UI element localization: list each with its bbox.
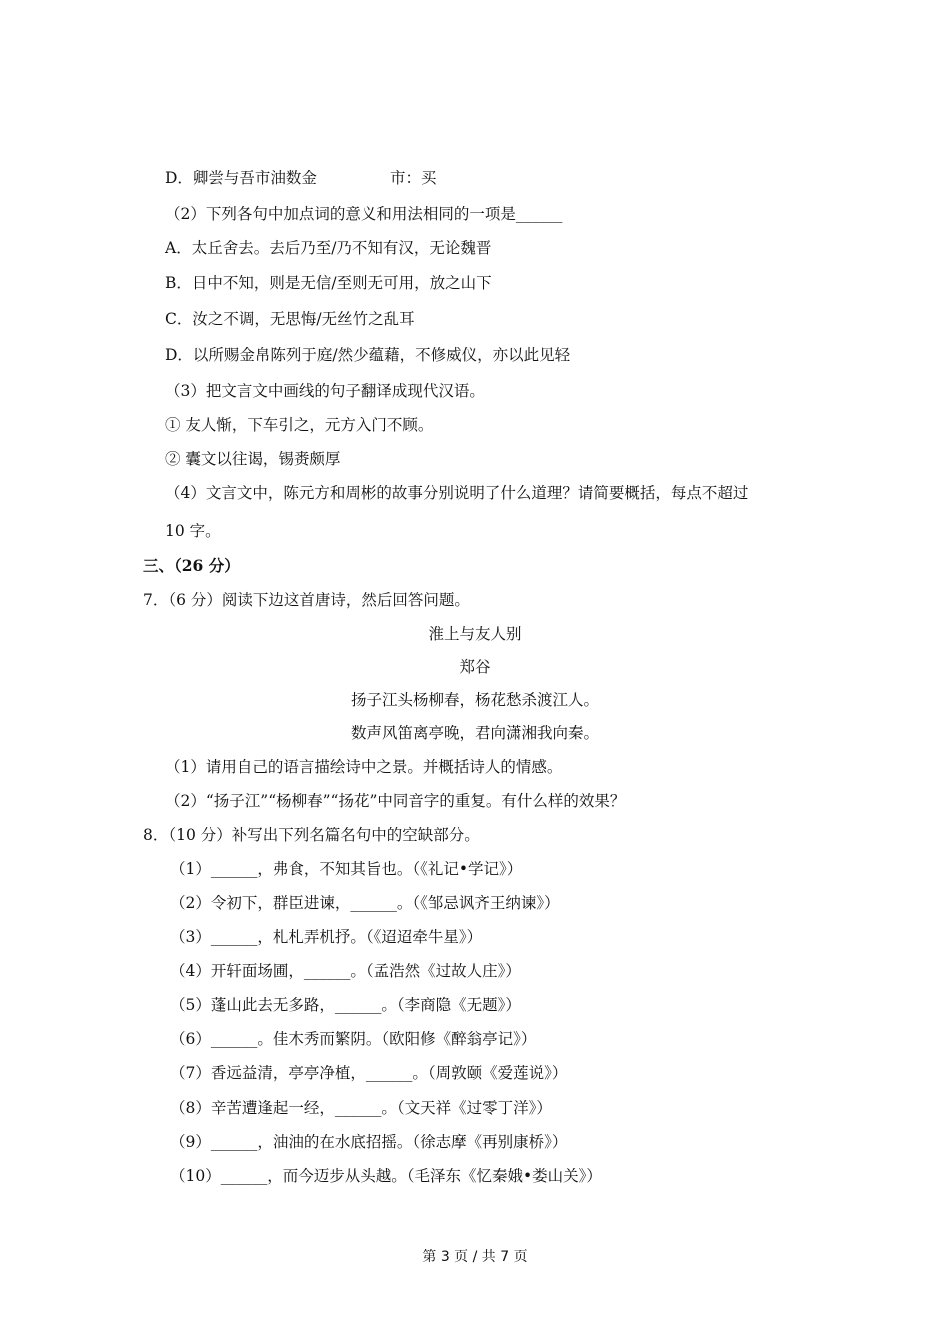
q6-part2-option-b: B．日中不知，则是无信/至则无可用，放之山下 (165, 274, 492, 292)
q6-part3-sentence-1: ① 友人惭，下车引之，元方入门不顾。 (165, 416, 434, 434)
q7-part2: （2）“扬子江”“杨柳春”“扬花”中同音字的重复。有什么样的效果？ (165, 792, 626, 810)
q8-stem: 8．（10 分）补写出下列名篇名句中的空缺部分。 (143, 826, 480, 844)
section-3-heading: 三、（26 分） (143, 556, 240, 575)
poem-author: 郑谷 (459, 658, 491, 676)
q6-option-d-note: 市：买 (390, 169, 437, 187)
q6-part2-option-a: A．太丘舍去。去后乃至/乃不知有汉，无论魏晋 (165, 239, 492, 257)
q8-item: （9）______，油油的在水底招摇。（徐志摩《再别康桥》） (170, 1133, 568, 1151)
page-footer: 第 3 页 / 共 7 页 (422, 1249, 528, 1265)
q6-part4-line1: （4）文言文中，陈元方和周彬的故事分别说明了什么道理？请简要概括，每点不超过 (165, 484, 749, 502)
q8-item: （6）______。佳木秀而繁阴。（欧阳修《醉翁亭记》） (170, 1030, 537, 1048)
q6-part3-stem: （3）把文言文中画线的句子翻译成现代汉语。 (165, 382, 485, 400)
q8-item: （8）辛苦遭逢起一经，______。（文天祥《过零丁洋》） (170, 1099, 552, 1117)
q8-item: （10）______，而今迈步从头越。（毛泽东《忆秦娥•娄山关》） (170, 1167, 602, 1185)
q8-item: （3）______，札札弄机抒。（《迢迢牵牛星》） (170, 928, 483, 946)
poem-line-2: 数声风笛离亭晚，君向潇湘我向秦。 (350, 724, 599, 742)
q8-item: （4）开轩面场圃，______。（孟浩然《过故人庄》） (170, 962, 521, 980)
poem-title: 淮上与友人别 (428, 625, 522, 643)
q6-part2-option-d: D．以所赐金帛陈列于庭/然少蕴藉，不修威仪，亦以此见轻 (165, 346, 571, 364)
q7-stem: 7．（6 分）阅读下边这首唐诗，然后回答问题。 (143, 591, 470, 609)
q8-item: （1）______，弗食，不知其旨也。（《礼记•学记》） (170, 860, 523, 878)
q7-part1: （1）请用自己的语言描绘诗中之景。并概括诗人的情感。 (165, 758, 563, 776)
q6-part2-option-c: C．汝之不调，无思悔/无丝竹之乱耳 (165, 310, 415, 328)
poem-line-1: 扬子江头杨柳春，杨花愁杀渡江人。 (350, 691, 599, 709)
q8-item: （7）香远益清，亭亭净植，______。（周敦颐《爱莲说》） (170, 1064, 568, 1082)
q6-part2-stem: （2）下列各句中加点词的意义和用法相同的一项是______ (165, 205, 563, 223)
q8-item: （5）蓬山此去无多路，______。（李商隐《无题》） (170, 996, 521, 1014)
q8-item: （2）令初下，群臣进谏，______。（《邹忌讽齐王纳谏》） (170, 894, 560, 912)
q6-part3-sentence-2: ② 囊文以往谒，锡赉颇厚 (165, 450, 341, 468)
q6-part4-line2: 10 字。 (165, 522, 221, 540)
q6-option-d: D．卿尝与吾市油数金 (165, 169, 317, 187)
